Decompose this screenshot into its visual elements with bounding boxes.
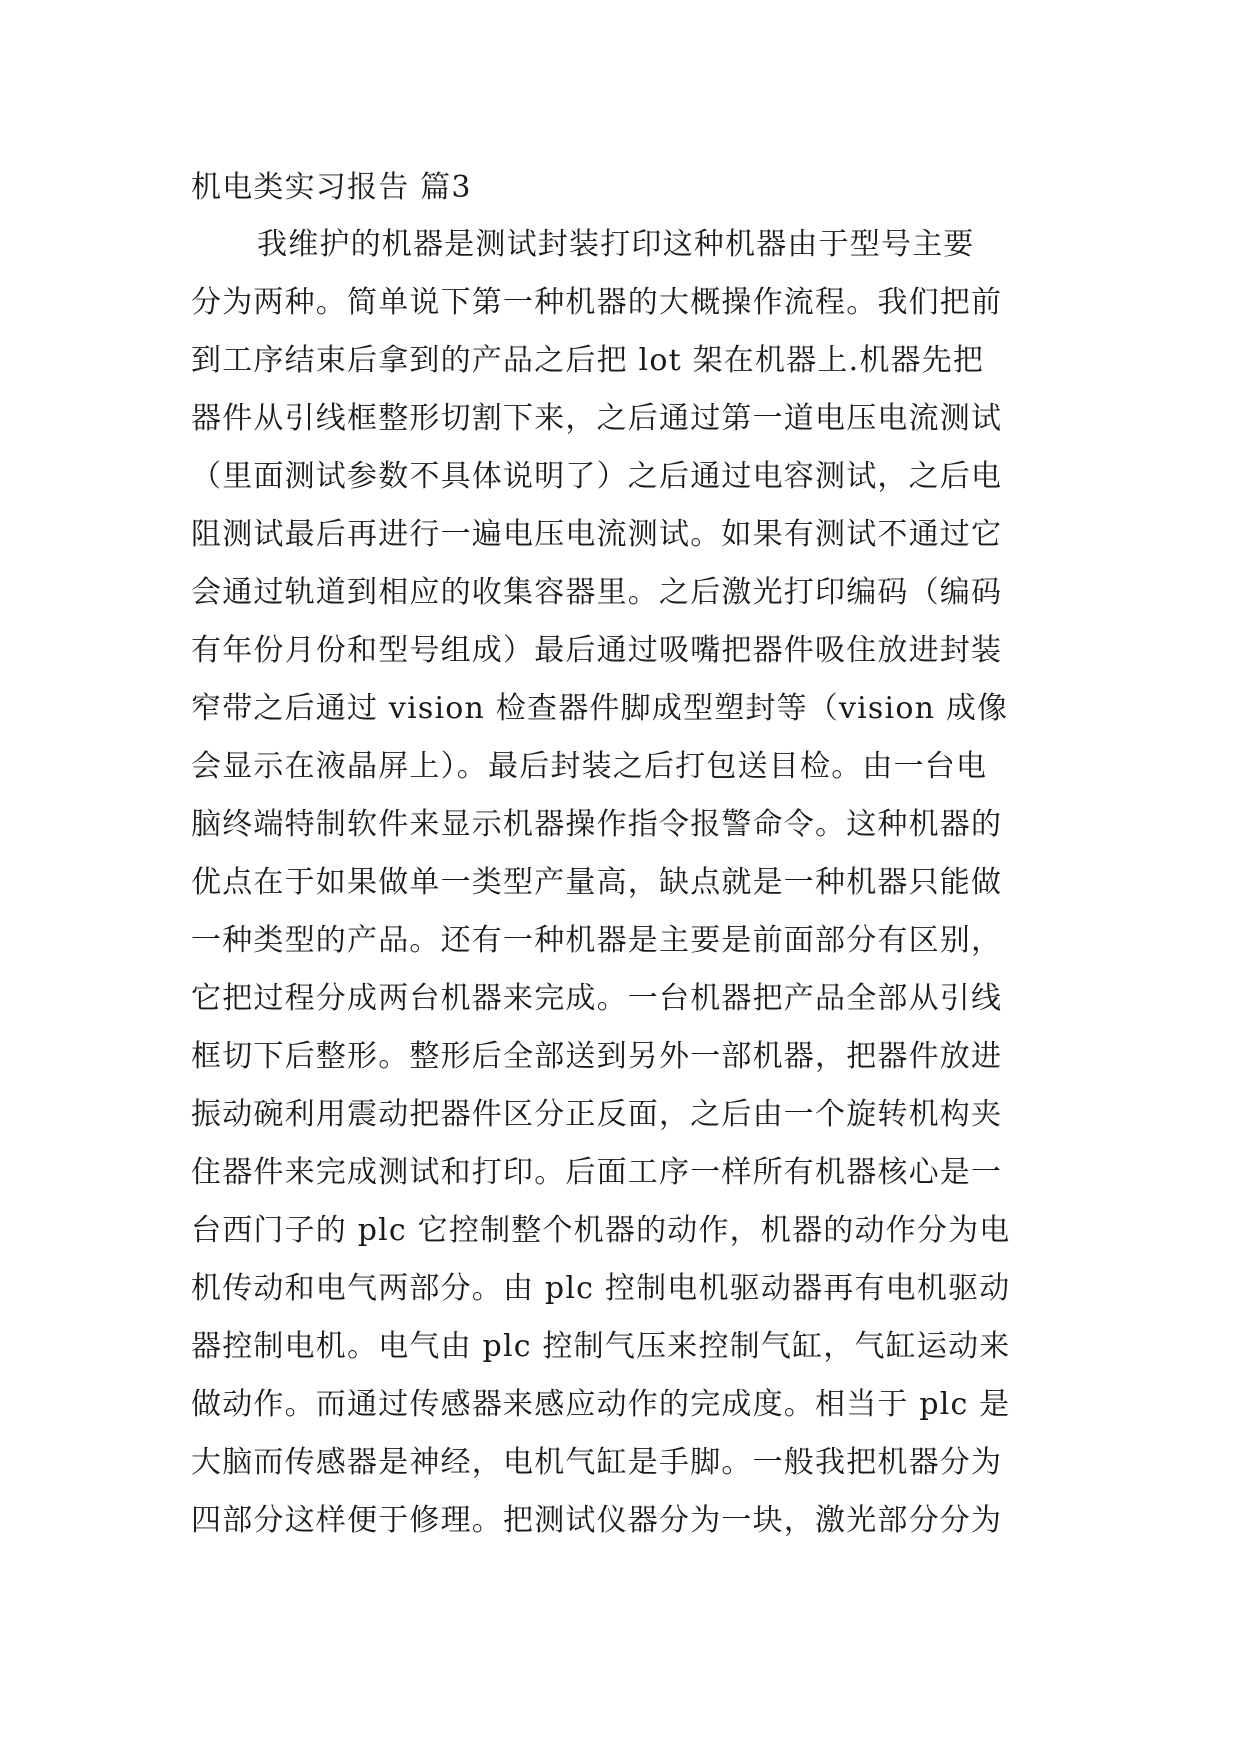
text-line: 器件从引线框整形切割下来，之后通过第一道电压电流测试 [191, 401, 1003, 436]
text-line: 四部分这样便于修理。把测试仪器分为一块，激光部分分为 [191, 1503, 1003, 1538]
text-line: 优点在于如果做单一类型产量高，缺点就是一种机器只能做 [191, 865, 1003, 900]
document-title: 机电类实习报告 篇3 [191, 170, 472, 205]
text-line: 器控制电机。电气由 plc 控制气压来控制气缸，气缸运动来 [191, 1329, 1011, 1364]
text-line: 框切下后整形。整形后全部送到另外一部机器，把器件放进 [191, 1039, 1003, 1074]
text-line: 机传动和电气两部分。由 plc 控制电机驱动器再有电机驱动 [191, 1271, 1011, 1306]
text-line: 住器件来完成测试和打印。后面工序一样所有机器核心是一 [191, 1155, 1003, 1190]
text-line: 脑终端特制软件来显示机器操作指令报警命令。这种机器的 [191, 807, 1003, 842]
text-line: 大脑而传感器是神经，电机气缸是手脚。一般我把机器分为 [191, 1445, 1003, 1480]
text-line: 会显示在液晶屏上）。最后封装之后打包送目检。由一台电 [191, 749, 988, 784]
text-line: 到工序结束后拿到的产品之后把 lot 架在机器上.机器先把 [191, 343, 985, 378]
text-line: 做动作。而通过传感器来感应动作的完成度。相当于 plc 是 [191, 1387, 1011, 1422]
text-line: 窄带之后通过 vision 检查器件脚成型塑封等（vision 成像 [191, 691, 1009, 726]
text-line: （里面测试参数不具体说明了）之后通过电容测试，之后电 [191, 459, 1003, 494]
text-line: 会通过轨道到相应的收集容器里。之后激光打印编码（编码 [191, 575, 1003, 610]
text-line: 振动碗利用震动把器件区分正反面，之后由一个旋转机构夹 [191, 1097, 1003, 1132]
document-body [191, 160, 1051, 1550]
paragraph [191, 216, 1051, 1550]
text-line: 它把过程分成两台机器来完成。一台机器把产品全部从引线 [191, 981, 1003, 1016]
text-line: 分为两种。简单说下第一种机器的大概操作流程。我们把前 [191, 285, 1003, 320]
text-line: 台西门子的 plc 它控制整个机器的动作，机器的动作分为电 [191, 1213, 1011, 1248]
text-line: 我维护的机器是测试封装打印这种机器由于型号主要 [257, 227, 975, 262]
text-line: 有年份月份和型号组成）最后通过吸嘴把器件吸住放进封装 [191, 633, 1003, 668]
text-line: 一种类型的产品。还有一种机器是主要是前面部分有区别， [191, 923, 1003, 958]
text-line: 阻测试最后再进行一遍电压电流测试。如果有测试不通过它 [191, 517, 1003, 552]
